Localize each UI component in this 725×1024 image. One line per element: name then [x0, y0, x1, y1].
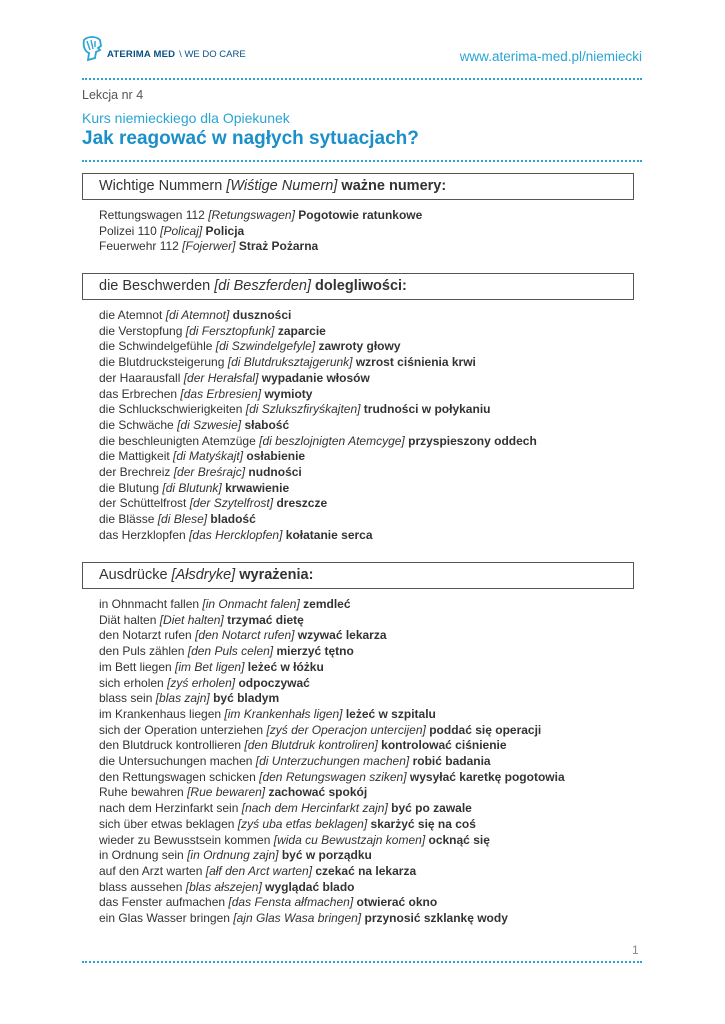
- polish-translation: Policja: [205, 223, 245, 238]
- list-item: [99, 324, 537, 340]
- phonetic: [di Blutunk]: [162, 480, 222, 495]
- phonetic: [di Blutdruksztajgerunk]: [227, 355, 353, 370]
- german-term: sich der Operation unterziehen: [99, 722, 264, 737]
- polish-translation: być po zawale: [391, 801, 472, 816]
- list-item: [99, 224, 422, 240]
- polish-translation: odpoczywać: [238, 675, 310, 690]
- phonetic: [der Szytelfrost]: [189, 496, 274, 511]
- phonetic: [wida cu Bewustzajn komen]: [273, 832, 426, 847]
- list-item: [99, 465, 537, 481]
- german-term: die Untersuchungen machen: [99, 754, 253, 769]
- german-term: Ruhe bewahren: [99, 785, 184, 800]
- phonetic: [den Puls celen]: [187, 644, 274, 659]
- phonetic: [Retungswagen]: [208, 208, 295, 222]
- list-item: [99, 239, 422, 255]
- german-term: wieder zu Bewusstsein kommen: [99, 832, 271, 847]
- german-term: ein Glas Wasser bringen: [99, 911, 230, 926]
- phonetic: [ajn Glas Wasa bringen]: [233, 911, 362, 926]
- polish-translation: słabość: [244, 417, 290, 432]
- polish-translation: mierzyć tętno: [276, 644, 354, 659]
- polish-translation: być w porządku: [281, 848, 372, 863]
- list-item: [99, 387, 537, 403]
- website-link[interactable]: www.aterima-med.pl/niemiecki: [459, 49, 642, 64]
- brand-name: ATERIMA MED: [107, 48, 176, 60]
- german-term: Feuerwehr 112: [99, 239, 179, 254]
- expressions-list: [99, 597, 565, 927]
- section-heading-numbers: [82, 173, 634, 200]
- polish-translation: leżeć w szpitalu: [345, 706, 436, 721]
- german-term: das Fenster aufmachen: [99, 895, 226, 910]
- section-heading-expressions: [82, 562, 634, 589]
- polish-translation: nudności: [248, 465, 302, 480]
- list-item: [99, 691, 565, 707]
- german-term: die beschleunigten Atemzüge: [99, 433, 256, 448]
- list-item: [99, 371, 537, 387]
- heading-de: Ausdrücke: [99, 567, 168, 583]
- polish-translation: przyspieszony oddech: [408, 433, 537, 448]
- german-term: sich über etwas beklagen: [99, 816, 235, 831]
- german-term: den Blutdruck kontrollieren: [99, 738, 242, 753]
- list-item: [99, 355, 537, 371]
- lesson-label: Lekcja nr 4: [82, 88, 144, 102]
- list-item: [99, 880, 565, 896]
- list-item: [99, 339, 537, 355]
- heading-pl: dolegliwości:: [315, 278, 407, 294]
- list-item: [99, 308, 537, 324]
- german-term: in Ohnmacht fallen: [99, 597, 200, 611]
- list-item: [99, 597, 565, 613]
- polish-translation: leżeć w łóżku: [247, 659, 324, 674]
- polish-translation: być bladym: [213, 691, 280, 706]
- polish-translation: czekać na lekarza: [315, 863, 417, 878]
- list-item: [99, 628, 565, 644]
- polish-translation: kołatanie serca: [285, 527, 373, 542]
- list-item: [99, 738, 565, 754]
- section-heading-complaints: [82, 273, 634, 300]
- polish-translation: kontrolować ciśnienie: [381, 738, 507, 753]
- polish-translation: wyglądać blado: [265, 879, 355, 894]
- phonetic: [di Fersztopfunk]: [185, 323, 275, 338]
- list-item: [99, 496, 537, 512]
- phonetic: [den Notarct rufen]: [195, 628, 295, 643]
- german-term: der Schüttelfrost: [99, 496, 187, 511]
- german-term: auf den Arzt warten: [99, 863, 203, 878]
- german-term: Polizei 110: [99, 223, 157, 238]
- phonetic: [der Herałsfal]: [183, 370, 259, 385]
- german-term: das Herzklopfen: [99, 527, 186, 542]
- polish-translation: skarżyć się na coś: [370, 816, 476, 831]
- phonetic: [zyś uba etfas beklagen]: [237, 816, 368, 831]
- phonetic: [das Fensta ałfmachen]: [228, 895, 354, 910]
- list-item: [99, 833, 565, 849]
- german-term: nach dem Herzinfarkt sein: [99, 801, 239, 816]
- phonetic: [Rue bewaren]: [187, 785, 266, 800]
- list-item: [99, 723, 565, 739]
- german-term: der Haarausfall: [99, 370, 181, 385]
- list-item: [99, 911, 565, 927]
- german-term: in Ordnung sein: [99, 848, 184, 863]
- list-item: [99, 481, 537, 497]
- phonetic: [di Matyśkajt]: [173, 449, 244, 464]
- heading-pl: wyrażenia:: [239, 567, 314, 583]
- list-item: [99, 660, 565, 676]
- heading-phonetic: [Wiśtige Numern]: [226, 178, 338, 194]
- list-item: [99, 434, 537, 450]
- heading-phonetic: [Ałsdryke]: [171, 567, 236, 583]
- polish-translation: wzywać lekarza: [297, 628, 387, 643]
- page-title: Jak reagować w nagłych sytuacjach?: [82, 128, 419, 149]
- polish-translation: ocknąć się: [428, 832, 490, 847]
- polish-translation: wymioty: [264, 386, 313, 401]
- phonetic: [das Erbresien]: [180, 386, 262, 401]
- phonetic: [Diet halten]: [159, 612, 224, 627]
- heading-de: Wichtige Nummern: [99, 178, 223, 194]
- phonetic: [di Atemnot]: [165, 308, 230, 322]
- phonetic: [Policaj]: [160, 223, 203, 238]
- list-item: [99, 754, 565, 770]
- polish-translation: wysyłać karetkę pogotowia: [409, 769, 565, 784]
- german-term: die Atemnot: [99, 308, 163, 322]
- polish-translation: przynosić szklankę wody: [364, 911, 508, 926]
- phonetic: [blas zajn]: [155, 691, 210, 706]
- phonetic: [blas ałszejen]: [185, 879, 262, 894]
- page-header: [82, 30, 642, 70]
- list-item: [99, 707, 565, 723]
- list-item: [99, 895, 565, 911]
- polish-translation: zaparcie: [277, 323, 326, 338]
- german-term: im Bett liegen: [99, 659, 172, 674]
- german-term: der Brechreiz: [99, 465, 171, 480]
- german-term: die Schwäche: [99, 417, 174, 432]
- german-term: die Schluckschwierigkeiten: [99, 402, 243, 417]
- polish-translation: wypadanie włosów: [261, 370, 370, 385]
- phonetic: [nach dem Hercinfarkt zajn]: [241, 801, 388, 816]
- german-term: die Blutung: [99, 480, 160, 495]
- phonetic: [in Onmacht falen]: [202, 597, 300, 611]
- list-item: [99, 801, 565, 817]
- phonetic: [di beszlojnigten Atemcyge]: [259, 433, 405, 448]
- list-item: [99, 418, 537, 434]
- logo-head-icon: [82, 36, 104, 62]
- heading-phonetic: [di Beszferden]: [214, 278, 312, 294]
- german-term: die Blässe: [99, 512, 155, 527]
- phonetic: [Fojerwer]: [182, 239, 236, 254]
- phonetic: [di Szwindelgefyle]: [215, 339, 316, 354]
- phonetic: [zyś erholen]: [167, 675, 236, 690]
- polish-translation: Pogotowie ratunkowe: [298, 208, 423, 222]
- german-term: die Mattigkeit: [99, 449, 170, 464]
- phonetic: [den Blutdruk kontroliren]: [244, 738, 378, 753]
- german-term: Diät halten: [99, 612, 157, 627]
- phonetic: [in Ordnung zajn]: [187, 848, 279, 863]
- numbers-list: [99, 208, 422, 255]
- german-term: den Rettungswagen schicken: [99, 769, 256, 784]
- german-term: den Notarzt rufen: [99, 628, 192, 643]
- list-item: [99, 817, 565, 833]
- german-term: den Puls zählen: [99, 644, 185, 659]
- polish-translation: duszności: [232, 308, 292, 322]
- polish-translation: krwawienie: [225, 480, 290, 495]
- phonetic: [den Retungswagen sziken]: [259, 769, 407, 784]
- phonetic: [di Unterzuchungen machen]: [255, 754, 410, 769]
- list-item: [99, 770, 565, 786]
- phonetic: [das Hercklopfen]: [189, 527, 283, 542]
- polish-translation: zachować spokój: [268, 785, 368, 800]
- list-item: [99, 402, 537, 418]
- phonetic: [im Krankenhałs ligen]: [224, 706, 343, 721]
- polish-translation: dreszcze: [276, 496, 328, 511]
- list-item: [99, 848, 565, 864]
- german-term: Rettungswagen 112: [99, 208, 205, 222]
- polish-translation: trzymać dietę: [227, 612, 304, 627]
- german-term: sich erholen: [99, 675, 164, 690]
- polish-translation: poddać się operacji: [429, 722, 542, 737]
- phonetic: [di Szlukszfiryśkajten]: [245, 402, 361, 417]
- polish-translation: robić badania: [412, 754, 491, 769]
- list-item: [99, 864, 565, 880]
- course-title: Kurs niemieckiego dla Opiekunek: [82, 110, 290, 126]
- phonetic: [zyś der Operacjon untercijen]: [266, 722, 426, 737]
- phonetic: [der Breśrajc]: [173, 465, 246, 480]
- list-item: [99, 785, 565, 801]
- divider: [82, 961, 642, 963]
- list-item: [99, 644, 565, 660]
- list-item: [99, 512, 537, 528]
- german-term: die Blutdrucksteigerung: [99, 355, 225, 370]
- german-term: das Erbrechen: [99, 386, 178, 401]
- polish-translation: bladość: [210, 512, 256, 527]
- list-item: [99, 208, 422, 224]
- german-term: die Schwindelgefühle: [99, 339, 213, 354]
- heading-de: die Beschwerden: [99, 278, 211, 294]
- polish-translation: osłabienie: [246, 449, 306, 464]
- page-number: 1: [632, 943, 639, 957]
- list-item: [99, 528, 537, 544]
- german-term: blass sein: [99, 691, 153, 706]
- list-item: [99, 449, 537, 465]
- divider: [82, 160, 642, 162]
- phonetic: [di Blese]: [157, 512, 208, 527]
- polish-translation: wzrost ciśnienia krwi: [355, 355, 476, 370]
- aterima-logo: [82, 34, 246, 64]
- phonetic: [im Bet ligen]: [175, 659, 245, 674]
- phonetic: [di Szwesie]: [177, 417, 242, 432]
- brand-tagline: \ WE DO CARE: [179, 48, 246, 60]
- polish-translation: zemdleć: [303, 597, 351, 611]
- german-term: die Verstopfung: [99, 323, 183, 338]
- german-term: blass aussehen: [99, 879, 183, 894]
- list-item: [99, 676, 565, 692]
- complaints-list: [99, 308, 537, 544]
- german-term: im Krankenhaus liegen: [99, 706, 222, 721]
- polish-translation: otwierać okno: [356, 895, 438, 910]
- polish-translation: Straż Pożarna: [238, 239, 319, 254]
- heading-pl: ważne numery:: [341, 178, 447, 194]
- list-item: [99, 613, 565, 629]
- polish-translation: trudności w połykaniu: [363, 402, 491, 417]
- divider: [82, 78, 642, 80]
- polish-translation: zawroty głowy: [318, 339, 401, 354]
- phonetic: [ałf den Arct warten]: [205, 863, 313, 878]
